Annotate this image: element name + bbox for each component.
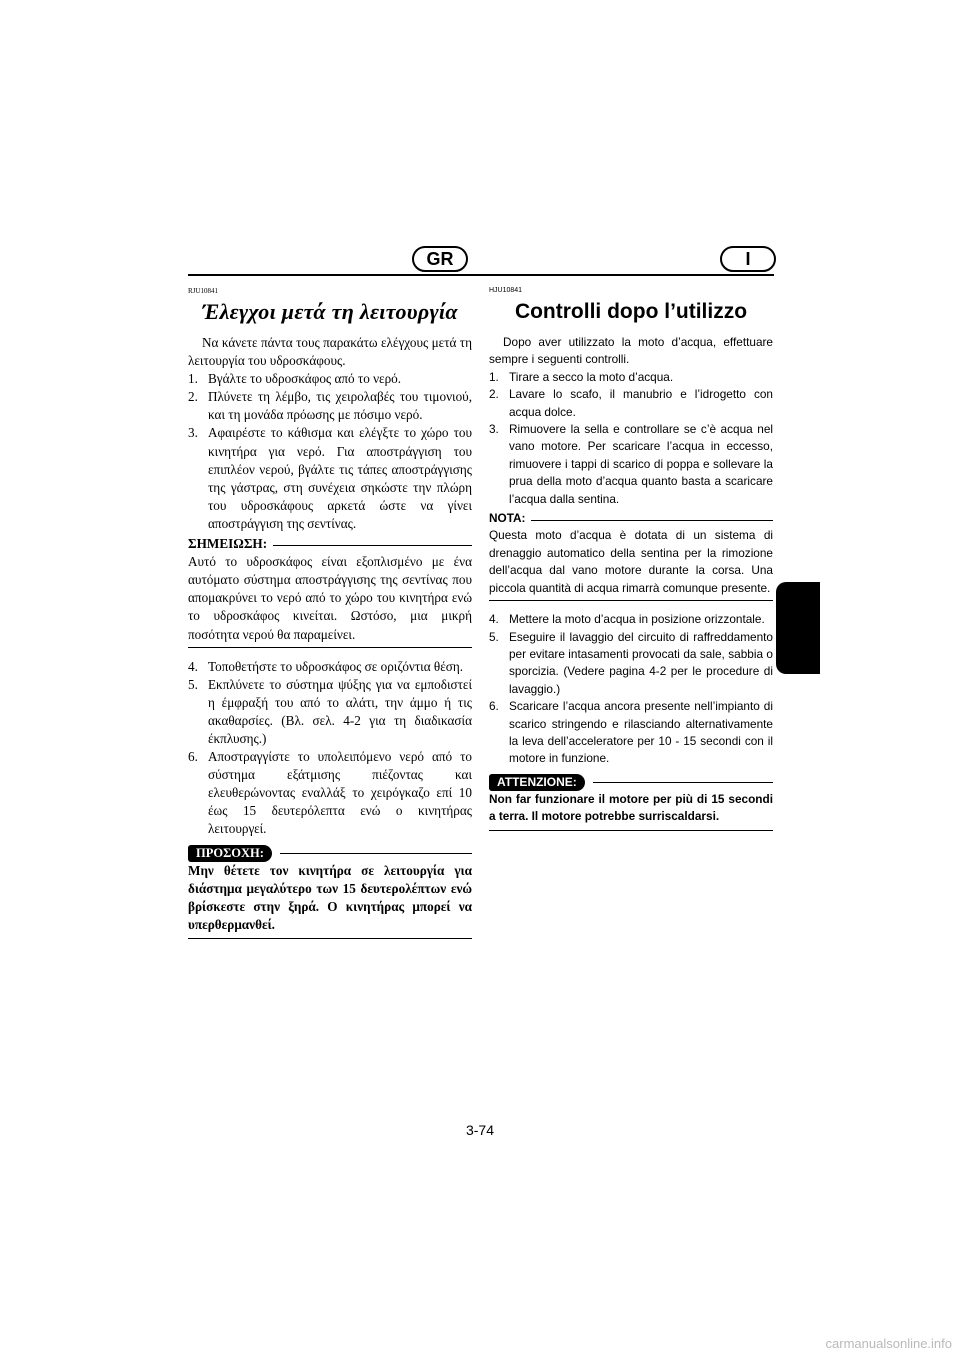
list-item [188,388,472,424]
step-text: Αποστραγγίστε το υπολειπόμενο νερό από το σύστημα εξάτμισης πιέζοντας και ελευθερώνοντας εναλλάξ το χειρόγκαζο επί 10 έως 15 δευτερόλεπτα ενώ ο κινητήρας λειτουργεί. [208,749,472,837]
note-text: Questa moto d’acqua è dotata di un sistema di drenaggio automatico della sentina per la rimozione dell’acqua dal vano motore durante la corsa. Una piccola quantità di acqua rimarrà comunque presente. [489,527,773,601]
list-item [188,370,472,388]
caution-label: ΠΡΟΣΟΧΗ: [188,845,272,862]
step-text: Tirare a secco la moto d’acqua. [509,369,674,384]
section-title: Έλεγχοι μετά τη λειτουργία [202,299,458,324]
step-number: 4. [188,658,198,674]
note-rule [531,520,773,521]
caution-text: Μην θέτετε τον κινητήρα σε λειτουργία για διάστημα μεγαλύτερο των 15 δευτερολέπτων ενώ βρίσκεστε στην ξηρά. Ο κινητήρας μπορεί να υπερθερμανθεί. [188,862,472,939]
list-item [188,748,472,838]
step-text: Mettere la moto d’acqua in posizione orizzontale. [509,612,765,627]
step-number: 2. [489,387,499,402]
step-number: 6. [188,749,198,765]
step-number: 3. [489,422,499,437]
section-title: Controlli dopo l’utilizzo [514,300,748,323]
step-number: 2. [188,389,198,405]
list-item [188,658,472,676]
caution-rule [280,853,472,854]
intro-text: Dopo aver utilizzato la moto d’acqua, effettuare sempre i seguenti controlli. [489,335,773,367]
caution-header [188,845,472,862]
list-item [489,386,773,421]
step-number: 5. [188,676,198,692]
caution-header [489,774,773,791]
step-number: 1. [489,369,499,384]
intro-text: Να κάνετε πάντα τους παρακάτω ελέγχους μετά τη λειτουργία του υδροσκάφους. [188,335,472,369]
list-item [489,369,773,386]
language-badge-greek: GR [412,246,468,272]
step-number: 1. [188,371,198,387]
italian-column [489,286,773,831]
caution-label: ATTENZIONE: [489,774,585,791]
step-number: 5. [489,629,499,644]
step-text: Τοποθετήστε το υδροσκάφος σε οριζόντια θέση. [208,658,464,674]
step-text: Scaricare l’acqua ancora presente nell’impianto di scarico stringendo e rilasciando alternativamente la leva dell’acceleratore per 10 - 15 secondi con il motore in funzione. [509,699,773,766]
step-text: Εκπλύνετε το σύστημα ψύξης για να εμποδιστεί η έμφραξή του από το αλάτι, την άμμο ή τις ακαθαρσίες. (Βλ. σελ. 4-2 για τη διαδικασία έκπλυσης.) [208,676,472,746]
list-item [489,421,773,508]
chapter-tab [776,582,820,674]
header-rule [188,274,774,276]
steps-list [489,369,773,508]
list-item [188,676,472,748]
caution-text: Non far funzionare il motore per più di 15 secondi a terra. Il motore potrebbe surriscaldarsi. [489,791,773,831]
section-code: HJU10841 [489,287,523,294]
section-code: RJU10841 [188,287,218,295]
note-label: NOTA: [489,511,526,526]
language-badge-italian: I [720,246,776,272]
note-label: ΣΗΜΕΙΩΣΗ: [188,536,268,552]
step-text: Βγάλτε το υδροσκάφος από το νερό. [208,371,402,387]
step-number: 6. [489,699,499,714]
caution-rule [593,782,773,783]
step-number: 3. [188,425,198,441]
step-number: 4. [489,612,499,627]
step-text: Πλύνετε τη λέμβο, τις χειρολαβές του τιμονιού, και τη μονάδα πρόωσης με πόσιμο νερό. [208,389,472,423]
page-number: 3-74 [465,1122,495,1138]
note-header [489,510,773,527]
steps-list [489,611,773,768]
watermark-url: carmanualsonline.info [825,1336,952,1351]
note-text: Αυτό το υδροσκάφος είναι εξοπλισμένο με ένα αυτόματο σύστημα αποστράγγισης της σεντίνας που απομακρύνει το νερό από το χώρο του κινητήρα ενώ το υδροσκάφος κινείται. Ωστόσο, μια μικρή ποσότητα νερού θα παραμείνει. [188,553,472,647]
step-text: Rimuovere la sella e controllare se c’è acqua nel vano motore. Per scaricare l’acqua in eccesso, rimuovere i tappi di scarico di poppa e sollevare la prua della moto d’acqua quanto basta a scaricare l’acqua dalla sentina. [509,422,773,506]
list-item [489,611,773,628]
list-item [489,698,773,768]
note-header [188,535,472,553]
note-rule [273,545,472,546]
step-text: Αφαιρέστε το κάθισμα και ελέγξτε το χώρο του κινητήρα για νερό. Για αποστράγγιση του επιπλέον νερού, βγάλτε τις τάπες αποστράγγισης της γάστρας, στη συνέχεια σηκώστε την πλώρη του υδροσκάφους αρκετά ώστε να γίνει αποστράγγιση της σεντίνας. [208,425,472,531]
greek-column [188,286,472,939]
steps-list [188,658,472,839]
list-item [489,629,773,699]
step-text: Eseguire il lavaggio del circuito di raffreddamento per evitare intasamenti provocati da sale, sabbia o sporcizia. (Vedere pagina 4-2 per le procedure di lavaggio.) [509,629,773,696]
steps-list [188,370,472,533]
step-text: Lavare lo scafo, il manubrio e l’idrogetto con acqua dolce. [509,387,773,419]
list-item [188,424,472,533]
